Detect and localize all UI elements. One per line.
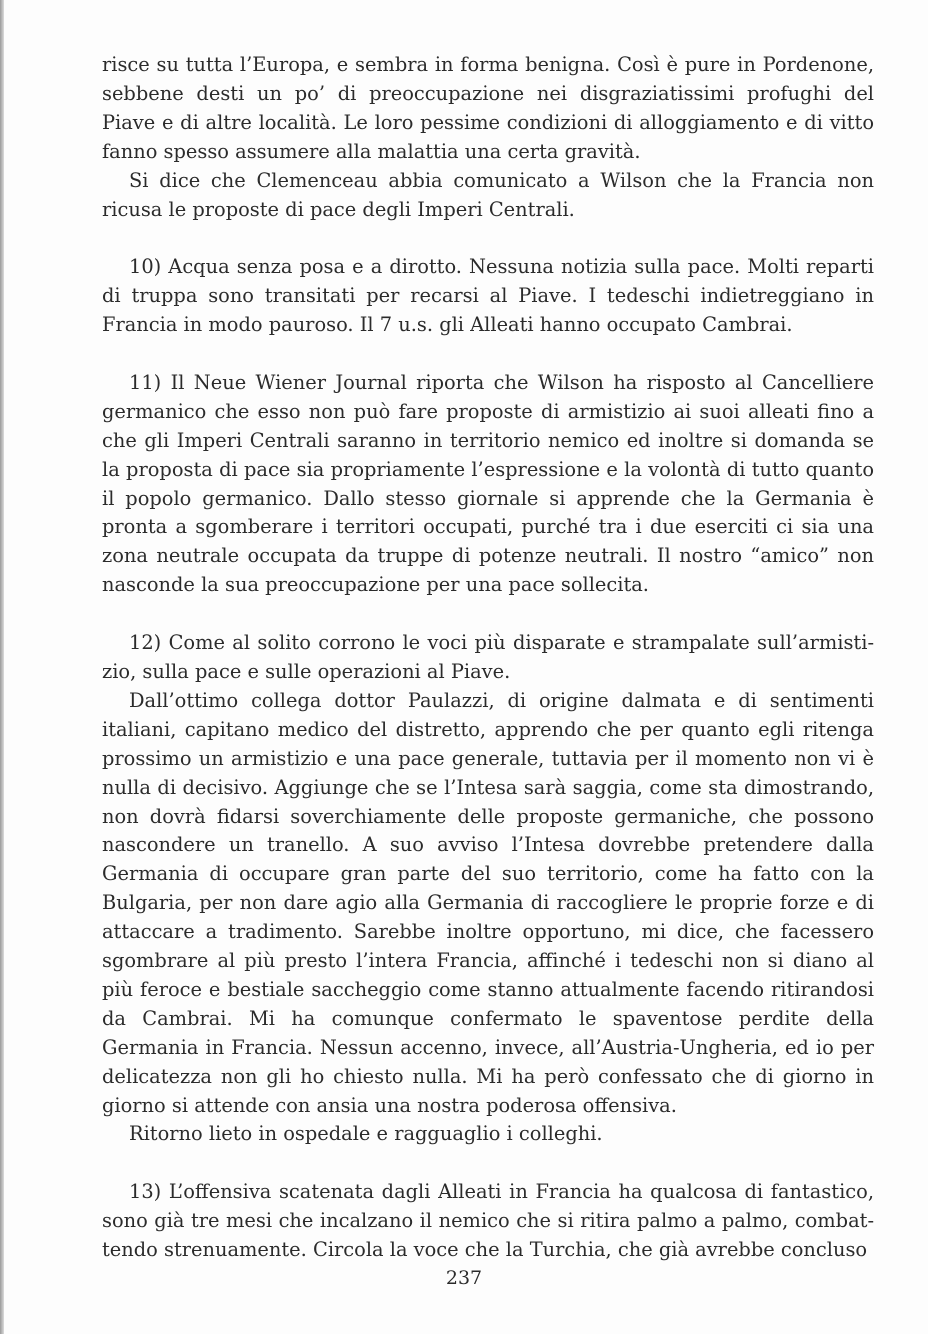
paragraph-continuation: risce su tutta l’Europa, e sembra in forma benigna. Così è pure in Pordenone, sebbene desti un po’ di preoccupazione nei disgraziatissimi profughi del Piave e di altre località. Le loro pessime condizioni di alloggiamento e di vitto fanno spesso assumere alla malattia una certa gravità. xyxy=(102,53,874,163)
diary-entry-10: 10) Acqua senza posa e a dirotto. Nessuna notizia sulla pace. Molti reparti di truppa sono transitati per recarsi al Piave. I tedeschi indietreggiano in Francia in modo pauroso. Il 7 u.s. gli Alleati hanno occupato Cambrai. xyxy=(102,255,874,337)
diary-entry-12: 12) Come al solito corrono le voci più disparate e strampalate sull’armistizio, sulla pace e sulle operazioni al Piave. xyxy=(102,631,874,683)
paragraph-clemenceau: Si dice che Clemenceau abbia comunicato a Wilson che la Francia non ricusa le proposte di pace degli Imperi Centrali. xyxy=(102,168,874,221)
page-spine-shadow xyxy=(0,0,4,1334)
paragraph-ritorno: Ritorno lieto in ospedale e ragguaglio i colleghi. xyxy=(129,1122,603,1146)
paragraph-paulazzi: Dall’ottimo collega dottor Paulazzi, di origine dalmata e di sentimenti italiani, capitano medico del distretto, apprendo che per quanto egli ritenga prossimo un armistizio e una pace generale, tuttavia per il momento non vi è nulla di decisivo. Aggiunge che se l’Intesa sarà saggia, come sta dimostrando, non dovrà fidarsi soverchiamente delle proposte germaniche, che possono nascondere un tranello. A suo avviso l’Intesa dovrebbe pretendere dalla Germania di occupare gran parte del suo territorio, come ha fatto con la Bulgaria, per non dare agio alla Germania di raccogliere le proprie forze e di attaccare a tradimento. Sarebbe inoltre opportuno, mi dice, che facessero sgombrare al più presto l’intera Francia, affinché i tedeschi non si diano al più feroce e bestiale saccheggio come stanno attualmente facendo ritirandosi da Cambrai. Mi ha comunque confermato le spaventose perdite della Germania in Francia. Nessun accenno, invece, all’Austria-Ungheria, ed io per delicatezza non gli ho chiesto nulla. Mi ha però confessato che di giorno in giorno si attende con ansia una nostra poderosa offensiva. xyxy=(102,688,874,1117)
diary-entry-11: 11) Il Neue Wiener Journal riporta che Wilson ha risposto al Cancelliere germanico che esso non può fare proposte di armistizio ai suoi alleati fino a che gli Imperi Centrali saranno in territorio nemico ed inoltre si domanda se la proposta di pace sia propriamente l’espressione e la volontà di tutto quanto il popolo germanico. Dallo stesso giornale si apprende che la Germania è pronta a sgomberare i territori occupati, purché tra i due eserciti ci sia una zona neutrale occupata da truppe di potenze neutrali. Il nostro “amico” non nasconde la sua preoccupazione per una pace sollecita. xyxy=(102,370,874,597)
page-number: 237 xyxy=(445,1267,483,1289)
diary-entry-13: 13) L’offensiva scatenata dagli Alleati in Francia ha qualcosa di fantastico, sono già tre mesi che incalzano il nemico che si ritira palmo a palmo, combattendo strenuamente. Circola la voce che la Turchia, che già avrebbe concluso xyxy=(102,1180,874,1262)
body-text xyxy=(102,51,874,1265)
